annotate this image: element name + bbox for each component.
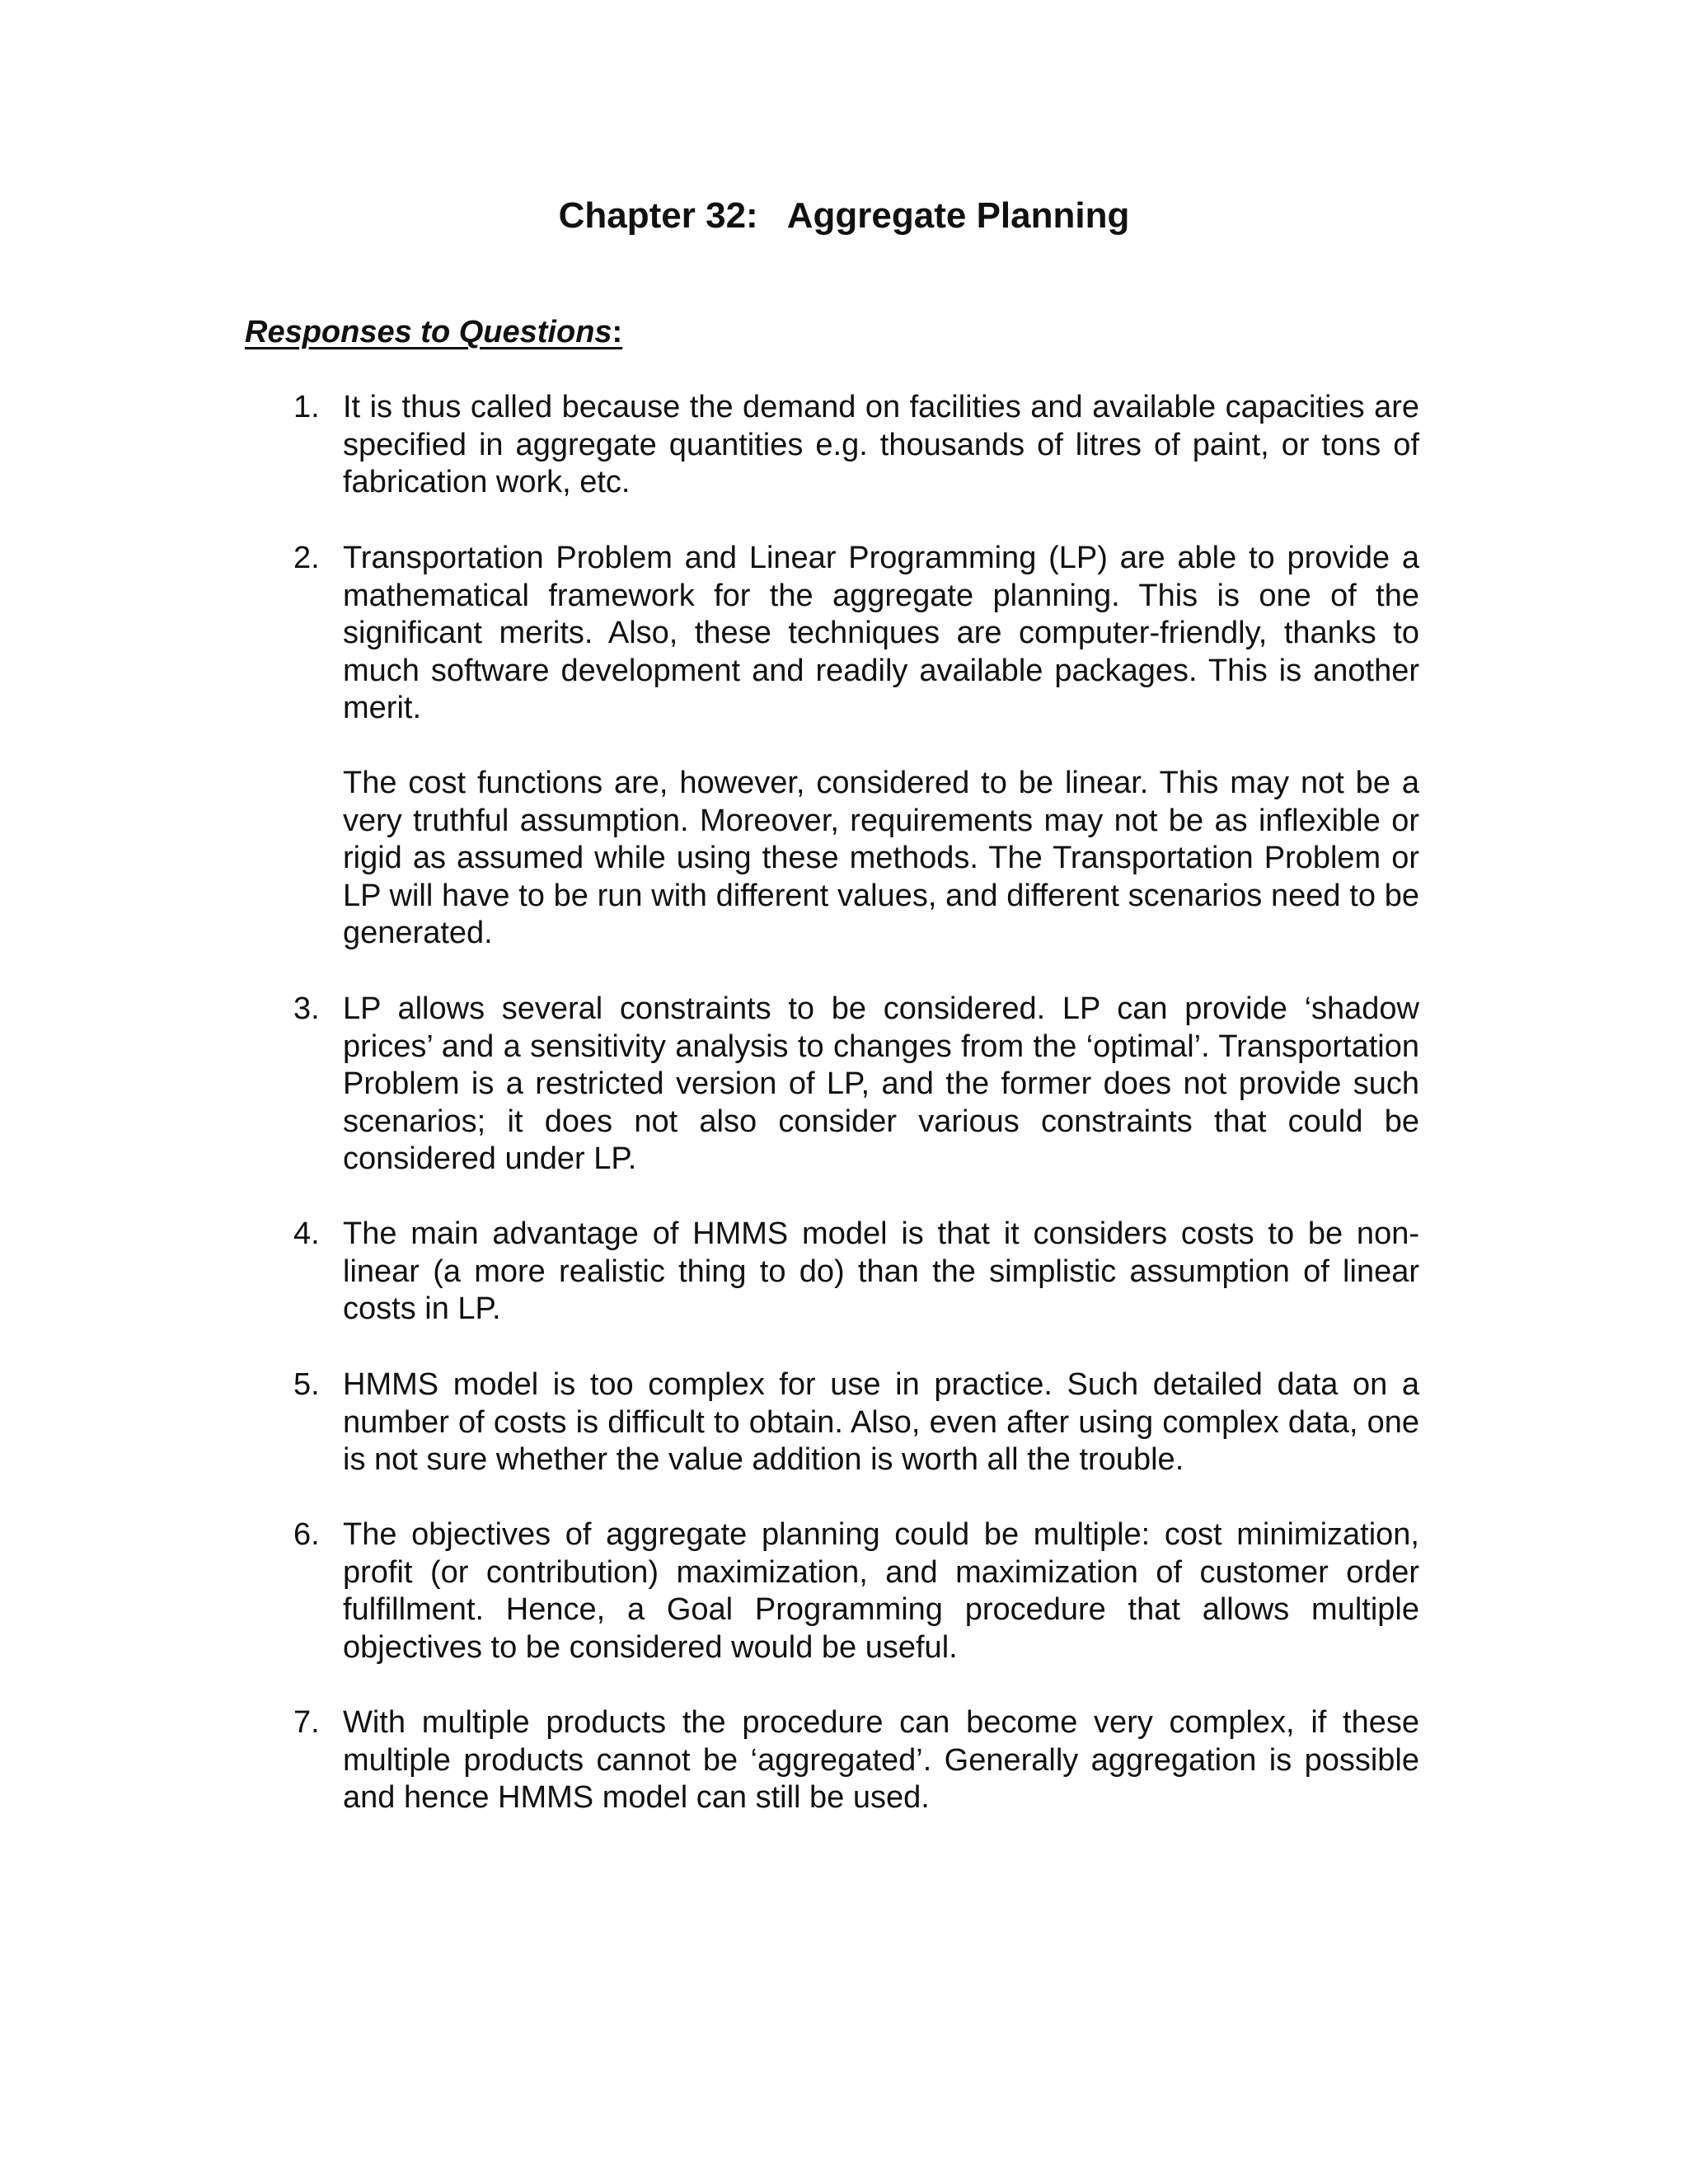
- item-paragraph: Transportation Problem and Linear Programming (LP) are able to provide a mathematical framework for the aggregate planning. This is one of the significant merits. Also, these techniques are computer-friendly, thanks to much software development and readily available packages. This is another merit.: [343, 541, 1419, 726]
- item-paragraph: The cost functions are, however, considered to be linear. This may not be a very truthful assumption. Moreover, requirements may not be as inflexible or rigid as assumed while using these methods. The Transportation Problem or LP will have to be run with different values, and different scenarios need to be generated.: [343, 766, 1419, 951]
- item-number: 7.: [293, 1705, 320, 1740]
- section-heading-text: Responses to Questions: [245, 315, 612, 349]
- item-number: 1.: [293, 390, 320, 424]
- page-title: Chapter 32: Aggregate Planning: [558, 195, 1130, 236]
- item-number: 4.: [293, 1216, 320, 1251]
- item-number: 6.: [293, 1517, 320, 1552]
- item-paragraph: It is thus called because the demand on facilities and available capacities are specified in aggregate quantities e.g. thousands of litres of paint, or tons of fabrication work, etc.: [343, 390, 1419, 500]
- item-paragraph: With multiple products the procedure can become very complex, if these multiple products cannot be ‘aggregated’. Generally aggregation is possible and hence HMMS model can still be used.: [343, 1705, 1419, 1816]
- item-paragraph: The main advantage of HMMS model is that it considers costs to be non-linear (a more realistic thing to do) than the simplistic assumption of linear costs in LP.: [343, 1216, 1419, 1327]
- item-number: 3.: [293, 991, 320, 1026]
- item-paragraph: HMMS model is too complex for use in practice. Such detailed data on a number of costs is difficult to obtain. Also, even after using complex data, one is not sure whether the value addition is worth all the trouble.: [343, 1367, 1419, 1478]
- section-heading-colon: :: [612, 315, 623, 349]
- section-heading: [245, 312, 622, 353]
- item-paragraph: The objectives of aggregate planning could be multiple: cost minimization, profit (or contribution) maximization, and maximization of customer order fulfillment. Hence, a Goal Programming procedure that allows multiple objectives to be considered would be useful.: [343, 1517, 1419, 1665]
- item-paragraph: LP allows several constraints to be considered. LP can provide ‘shadow prices’ and a sensitivity analysis to changes from the ‘optimal’. Transportation Problem is a restricted version of LP, and the former does not provide such scenarios; it does not also consider various constraints that could be considered under LP.: [343, 991, 1419, 1177]
- item-number: 5.: [293, 1367, 320, 1402]
- item-number: 2.: [293, 541, 320, 575]
